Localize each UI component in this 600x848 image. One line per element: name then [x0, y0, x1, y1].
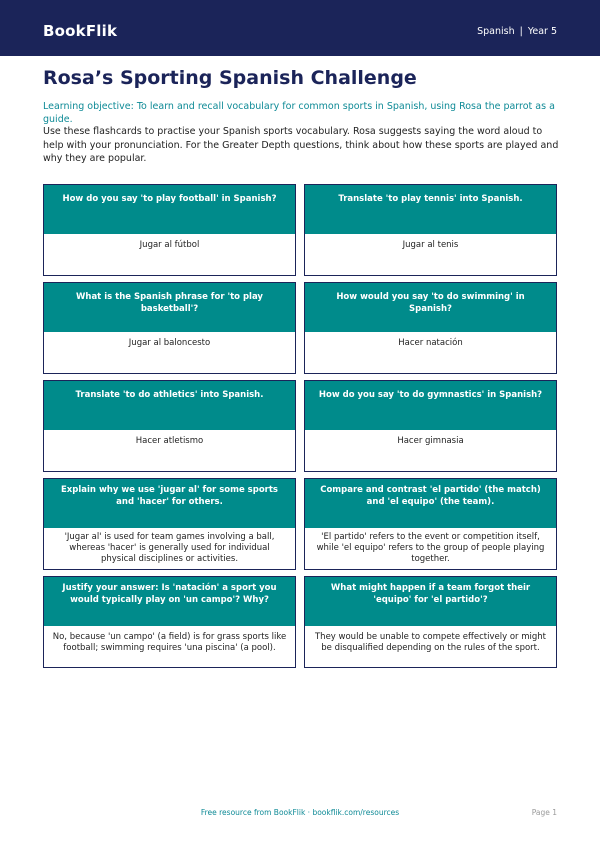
flashcard-question: What is the Spanish phrase for 'to play basketball'? — [44, 283, 295, 332]
breadcrumb — [477, 26, 557, 38]
flashcard-answer: Jugar al fútbol — [139, 240, 200, 250]
flashcard[interactable] — [43, 282, 296, 374]
flashcard-answer: Hacer natación — [398, 338, 463, 348]
page-number: Page 1 — [531, 808, 557, 817]
flashcard-question: How do you say 'to play football' in Spanish? — [44, 185, 295, 234]
flashcard-answer: Jugar al baloncesto — [128, 338, 211, 348]
subject-label: Spanish — [477, 26, 515, 37]
flashcard-answer: No, because 'un campo' (a field) is for grass sports like football; swimming requires 'una piscina' (a pool). — [52, 632, 287, 653]
footer-resource-link[interactable]: Free resource from BookFlik · bookflik.com/resources — [200, 808, 400, 817]
year-label: Year 5 — [527, 26, 557, 37]
flashcard[interactable] — [304, 282, 557, 374]
flashcard-question: Compare and contrast 'el partido' (the match) and 'el equipo' (the team). — [305, 479, 556, 528]
flashcard[interactable] — [43, 380, 296, 472]
flashcard-answer: Hacer gimnasia — [397, 436, 464, 446]
flashcard-answer: Hacer atletismo — [135, 436, 204, 446]
flashcard[interactable] — [304, 184, 557, 276]
flashcard[interactable] — [43, 576, 296, 668]
flashcard-answer: 'Jugar al' is used for team games involving a ball, whereas 'hacer' is generally used for individual physical disciplines or activities. — [64, 532, 275, 564]
flashcard-question: Translate 'to play tennis' into Spanish. — [305, 185, 556, 234]
flashcard-question: Translate 'to do athletics' into Spanish. — [44, 381, 295, 430]
flashcard[interactable] — [304, 478, 557, 570]
flashcard[interactable] — [43, 478, 296, 570]
page-title: Rosa’s Sporting Spanish Challenge — [43, 67, 417, 89]
flashcard-answer: They would be unable to compete effectively or might be disqualified depending on the rules of the sport. — [314, 632, 546, 653]
top-bar — [0, 0, 600, 56]
flashcard[interactable] — [304, 380, 557, 472]
intro-text: Use these flashcards to practise your Spanish sports vocabulary. Rosa suggests saying the word aloud to help with your pronunciation. For the Greater Depth questions, think about how these sports are played and why they are popular. — [43, 126, 559, 164]
flashcard-answer: 'El partido' refers to the event or competition itself, while 'el equipo' refers to the group of people playing together. — [316, 532, 545, 564]
flashcard-question: What might happen if a team forgot their 'equipo' for 'el partido'? — [305, 577, 556, 626]
learning-objective: Learning objective: To learn and recall vocabulary for common sports in Spanish, using Rosa the parrot as a guide. — [43, 101, 555, 125]
breadcrumb-separator: | — [519, 26, 523, 37]
flashcard-answer: Jugar al tenis — [402, 240, 459, 250]
flashcard-question: Justify your answer: Is 'natación' a sport you would typically play on 'un campo'? Why? — [44, 577, 295, 626]
flashcard[interactable] — [43, 184, 296, 276]
flashcard-question: How would you say 'to do swimming' in Spanish? — [305, 283, 556, 332]
flashcard-question: How do you say 'to do gymnastics' in Spanish? — [305, 381, 556, 430]
brand-logo[interactable]: BookFlik — [43, 22, 118, 40]
flashcard[interactable] — [304, 576, 557, 668]
flashcard-question: Explain why we use 'jugar al' for some sports and 'hacer' for others. — [44, 479, 295, 528]
